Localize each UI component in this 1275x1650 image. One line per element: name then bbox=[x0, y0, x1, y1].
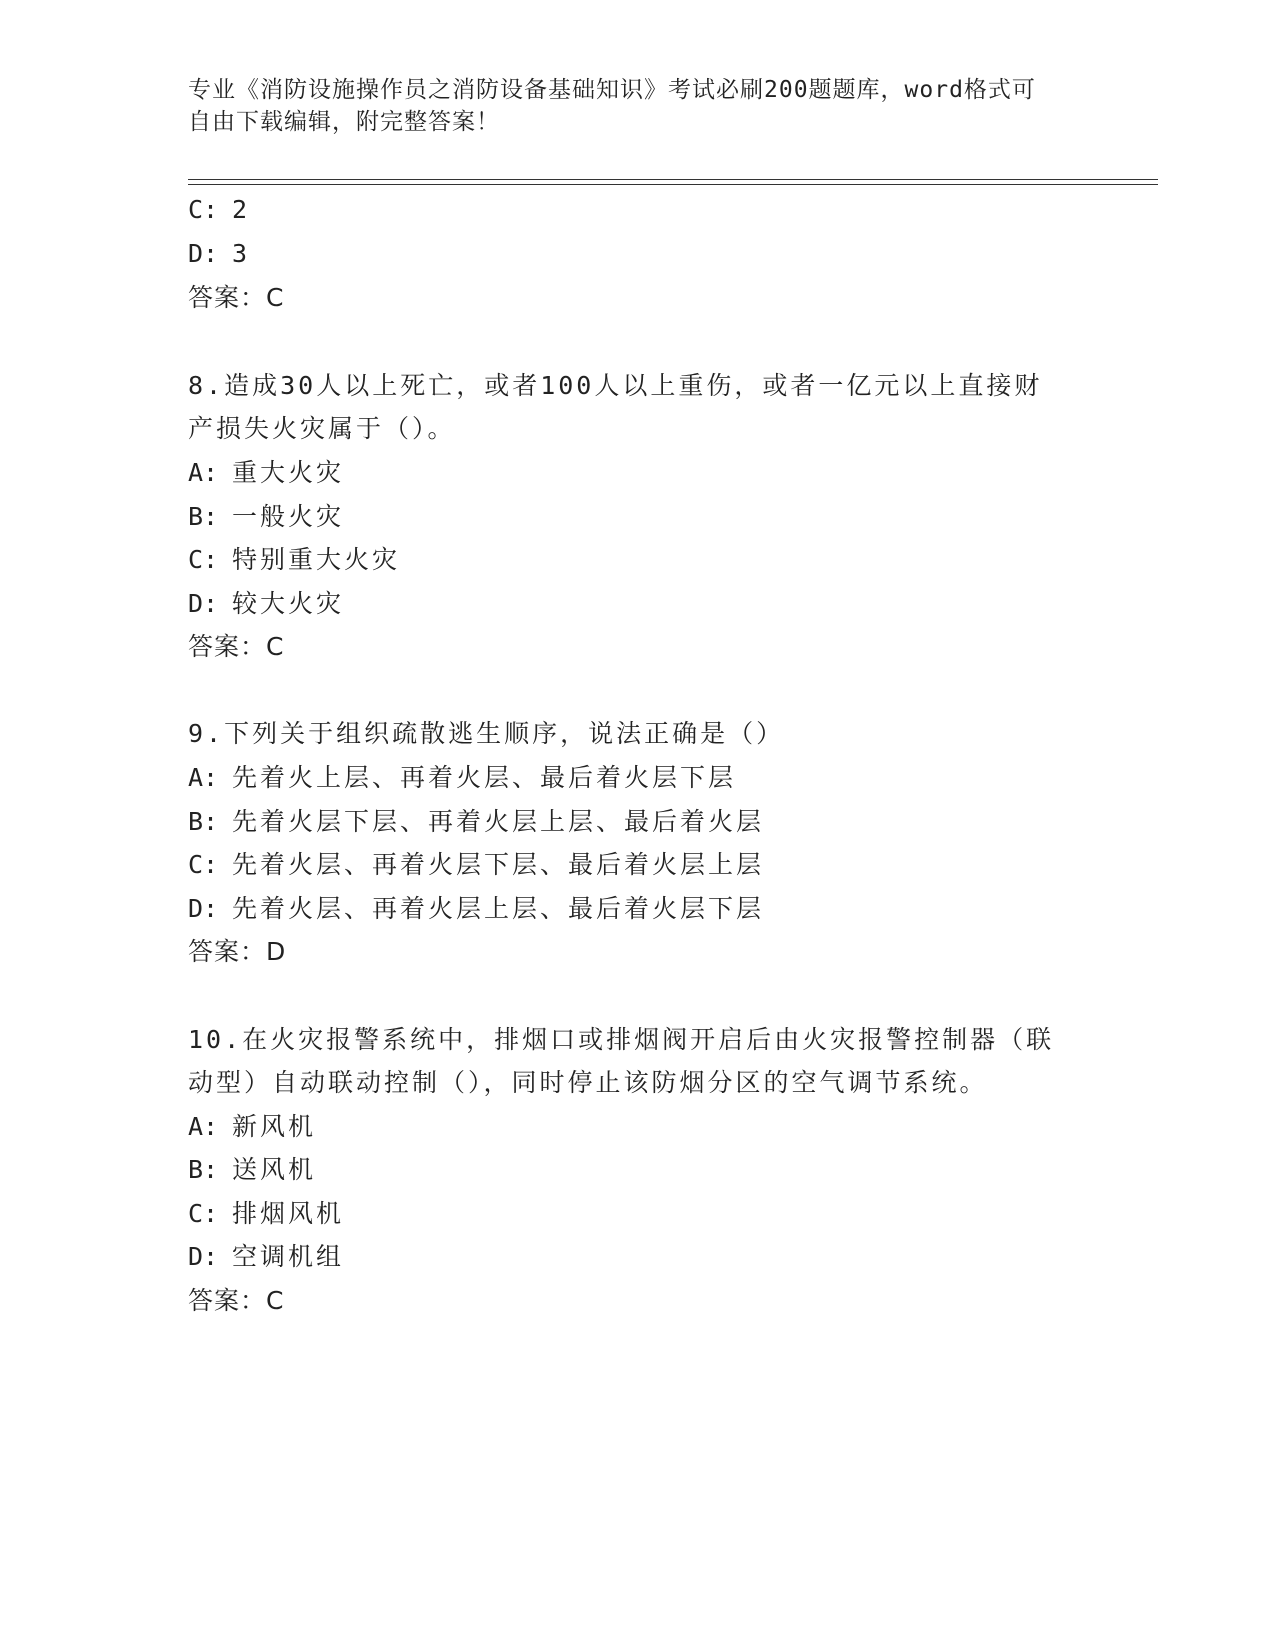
question-10-line-1: 10.在火灾报警系统中，排烟口或排烟阀开启后由火灾报警控制器（联 bbox=[188, 1025, 1055, 1054]
option-d bbox=[188, 894, 764, 924]
option-d bbox=[188, 1242, 344, 1272]
option-letter: D: bbox=[188, 1242, 219, 1271]
option-text: 新风机 bbox=[232, 1112, 317, 1141]
option-letter: A: bbox=[188, 1112, 219, 1141]
option-a bbox=[188, 1112, 316, 1142]
option-letter: B: bbox=[188, 502, 219, 531]
answer-line: 答案：C bbox=[188, 283, 285, 312]
option-letter: B: bbox=[188, 807, 219, 836]
question-8-line-2: 产损失火灾属于（）。 bbox=[188, 414, 456, 443]
option-text: 先着火层、再着火层上层、最后着火层下层 bbox=[232, 894, 765, 923]
page-header bbox=[188, 74, 1068, 138]
answer-line: 答案：C bbox=[188, 632, 285, 661]
question-8-line-1: 8.造成30人以上死亡，或者100人以上重伤，或者一亿元以上直接财 bbox=[188, 371, 1043, 400]
option-text: 空调机组 bbox=[232, 1242, 345, 1271]
option-d bbox=[188, 239, 250, 269]
option-letter: C: bbox=[188, 195, 219, 224]
header-line-1: 专业《消防设施操作员之消防设备基础知识》考试必刷200题题库，word格式可 bbox=[188, 77, 1036, 103]
option-a bbox=[188, 763, 736, 793]
header-line-2: 自由下载编辑，附完整答案！ bbox=[188, 109, 500, 135]
option-text: 先着火层、再着火层下层、最后着火层上层 bbox=[232, 850, 765, 879]
option-text: 先着火上层、再着火层、最后着火层下层 bbox=[232, 763, 737, 792]
option-letter: B: bbox=[188, 1155, 219, 1184]
option-letter: D: bbox=[188, 894, 219, 923]
option-c bbox=[188, 545, 400, 575]
option-letter: D: bbox=[188, 589, 219, 618]
option-text: 较大火灾 bbox=[232, 589, 345, 618]
option-c bbox=[188, 195, 250, 225]
option-letter: C: bbox=[188, 545, 219, 574]
option-c bbox=[188, 850, 764, 880]
question-10-line-2: 动型）自动联动控制（），同时停止该防烟分区的空气调节系统。 bbox=[188, 1068, 988, 1097]
option-b bbox=[188, 502, 344, 532]
option-text: 重大火灾 bbox=[232, 458, 345, 487]
option-text: 排烟风机 bbox=[232, 1199, 345, 1228]
option-d bbox=[188, 589, 344, 619]
option-letter: C: bbox=[188, 1199, 219, 1228]
header-divider-top bbox=[188, 179, 1158, 180]
answer-line: 答案：C bbox=[188, 1286, 285, 1315]
option-text: 送风机 bbox=[232, 1155, 317, 1184]
option-a bbox=[188, 458, 344, 488]
option-letter: A: bbox=[188, 458, 219, 487]
option-c bbox=[188, 1199, 344, 1229]
option-b bbox=[188, 807, 764, 837]
option-text: 特别重大火灾 bbox=[232, 545, 401, 574]
option-text: 3 bbox=[232, 239, 251, 268]
option-letter: A: bbox=[188, 763, 219, 792]
question-9-line-1: 9.下列关于组织疏散逃生顺序，说法正确是（） bbox=[188, 719, 785, 748]
option-b bbox=[188, 1155, 316, 1185]
answer-line: 答案：D bbox=[188, 937, 287, 966]
option-text: 先着火层下层、再着火层上层、最后着火层 bbox=[232, 807, 765, 836]
option-letter: C: bbox=[188, 850, 219, 879]
option-text: 2 bbox=[232, 195, 251, 224]
option-text: 一般火灾 bbox=[232, 502, 345, 531]
header-divider-bottom bbox=[188, 184, 1158, 185]
option-letter: D: bbox=[188, 239, 219, 268]
